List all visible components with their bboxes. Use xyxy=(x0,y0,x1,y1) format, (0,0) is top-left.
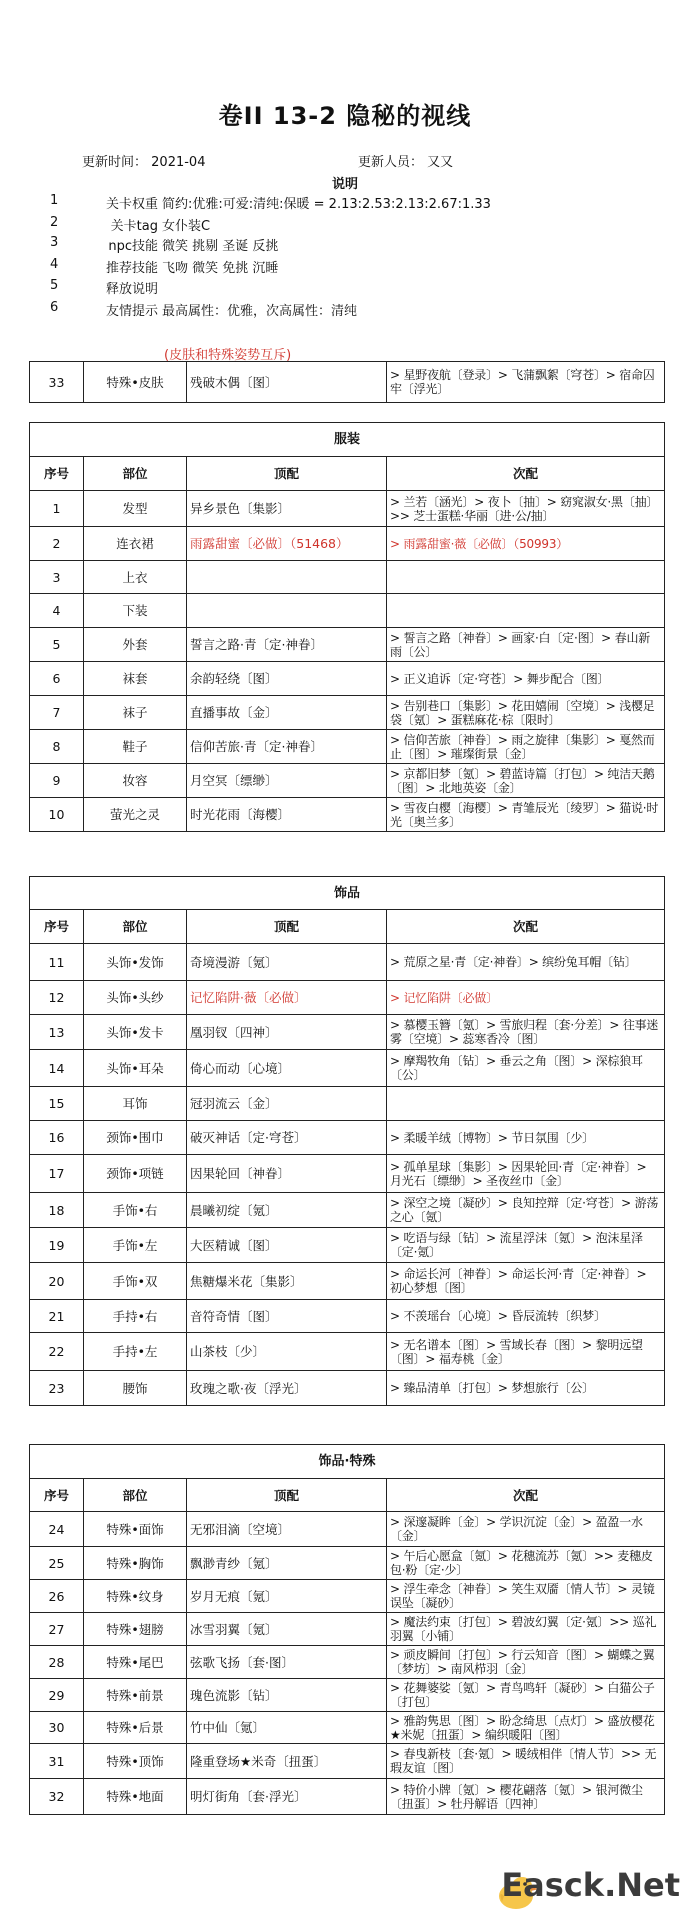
row-main: 晨曦初绽〔氪〕 xyxy=(187,1193,387,1228)
row-sub: > 浮生牵念〔神眷〕> 笑生双靥〔情人节〕> 灵镜误坠〔凝砂〕 xyxy=(387,1580,665,1613)
row-main: 焦糖爆米花〔集影〕 xyxy=(187,1263,387,1300)
row-number: 2 xyxy=(30,527,84,561)
row-slot: 颈饰•围巾 xyxy=(84,1121,187,1155)
row-slot: 头饰•头纱 xyxy=(84,981,187,1015)
table-row xyxy=(30,1646,665,1679)
header-number: 序号 xyxy=(30,910,84,944)
section-table xyxy=(29,1444,665,1815)
row-number: 25 xyxy=(30,1547,84,1580)
row-main: 明灯街角〔套·浮光〕 xyxy=(187,1779,387,1815)
table-row xyxy=(30,1228,665,1263)
info-value: 微笑 挑剔 圣诞 反挑 xyxy=(162,239,279,254)
row-main: 隆重登场★米奇〔扭蛋〕 xyxy=(187,1744,387,1779)
header-main: 顶配 xyxy=(187,910,387,944)
row-main: 岁月无痕〔氪〕 xyxy=(187,1580,387,1613)
section-table xyxy=(29,876,665,1406)
header-slot: 部位 xyxy=(84,910,187,944)
row-sub: > 吃语与绿〔钻〕> 流星浮沫〔氪〕> 泡沫星泽〔定·氪〕 xyxy=(387,1228,665,1263)
row-main xyxy=(187,594,387,628)
row-number: 29 xyxy=(30,1679,84,1712)
row-number: 10 xyxy=(30,798,84,832)
row-number: 17 xyxy=(30,1155,84,1193)
table-row xyxy=(30,1333,665,1371)
row-slot: 手饰•双 xyxy=(84,1263,187,1300)
table-row xyxy=(30,798,665,832)
row-slot: 鞋子 xyxy=(84,730,187,764)
exclusion-note: (皮肤和特殊姿势互斥) xyxy=(164,348,292,363)
table-row xyxy=(30,362,665,403)
section-title: 饰品 xyxy=(30,877,665,910)
row-slot: 萤光之灵 xyxy=(84,798,187,832)
info-label: 推荐技能 xyxy=(105,261,158,276)
table-row xyxy=(30,764,665,798)
table-row xyxy=(30,981,665,1015)
info-number: 1 xyxy=(50,193,59,208)
row-number: 9 xyxy=(30,764,84,798)
row-slot: 腰饰 xyxy=(84,1371,187,1406)
row-number: 13 xyxy=(30,1015,84,1050)
table-row xyxy=(30,1300,665,1333)
table-row xyxy=(30,1613,665,1646)
row-sub: > 星野夜航〔登录〕> 飞蒲飘絮〔穹苍〕> 宿命囚牢〔浮光〕 xyxy=(387,362,665,403)
row-sub: > 孤单星球〔集影〕> 因果轮回·青〔定·神眷〕> 月光石〔缥缈〕> 圣夜丝巾〔金〕 xyxy=(387,1155,665,1193)
row-sub: > 记忆陷阱〔必做〕 xyxy=(387,981,665,1015)
row-slot: 特殊•翅膀 xyxy=(84,1613,187,1646)
info-value: 女仆装C xyxy=(162,219,211,234)
info-label: 关卡权重 xyxy=(105,197,158,212)
row-slot: 头饰•发饰 xyxy=(84,944,187,981)
header-number: 序号 xyxy=(30,457,84,491)
table-row xyxy=(30,1050,665,1087)
row-sub xyxy=(387,561,665,594)
page-title: 卷II 13-2 隐秘的视线 xyxy=(218,102,472,130)
table-row xyxy=(30,696,665,730)
row-main: 信仰苦旅·青〔定·神眷〕 xyxy=(187,730,387,764)
row-main: 破灭神话〔定·穹苍〕 xyxy=(187,1121,387,1155)
row-sub: > 不羡瑶台〔心境〕> 昏辰流转〔织梦〕 xyxy=(387,1300,665,1333)
info-number: 2 xyxy=(50,215,59,230)
row-slot: 颈饰•项链 xyxy=(84,1155,187,1193)
row-sub xyxy=(387,594,665,628)
row-sub: > 特价小牌〔氪〕> 樱花翩落〔氪〕> 银河微尘〔扭蛋〕> 牡丹解语〔四神〕 xyxy=(387,1779,665,1815)
row-main: 山茶枝〔少〕 xyxy=(187,1333,387,1371)
row-number: 24 xyxy=(30,1512,84,1547)
row-slot: 下装 xyxy=(84,594,187,628)
info-number: 4 xyxy=(50,257,59,272)
row-main: 玫瑰之歌·夜〔浮光〕 xyxy=(187,1371,387,1406)
row-sub: > 京都旧梦〔氪〕> 碧蓝诗篇〔打包〕> 纯洁天鹅〔图〕> 北地英姿〔金〕 xyxy=(387,764,665,798)
info-number: 6 xyxy=(50,300,59,315)
table-row xyxy=(30,1779,665,1815)
row-main: 因果轮回〔神眷〕 xyxy=(187,1155,387,1193)
row-slot: 特殊•前景 xyxy=(84,1679,187,1712)
row-main: 冠羽流云〔金〕 xyxy=(187,1087,387,1121)
row-slot: 妆容 xyxy=(84,764,187,798)
row-sub: > 命运长河〔神眷〕> 命运长河·青〔定·神眷〕> 初心梦想〔图〕 xyxy=(387,1263,665,1300)
row-slot: 特殊•皮肤 xyxy=(84,362,187,403)
row-number: 1 xyxy=(30,491,84,527)
row-sub: > 兰若〔涵光〕> 夜卜〔抽〕> 窈窕淑女·黑〔抽〕>> 芝士蛋糕·华丽〔进·公/抽〕 xyxy=(387,491,665,527)
row-sub: > 荒原之星·青〔定·神眷〕> 缤纷兔耳帽〔钻〕 xyxy=(387,944,665,981)
row-sub: > 信仰苦旅〔神眷〕> 雨之旋律〔集影〕> 戛然而止〔图〕> 璀璨街景〔金〕 xyxy=(387,730,665,764)
row-main: 时光花雨〔海樱〕 xyxy=(187,798,387,832)
row-sub: > 雅韵隽思〔图〕> 盼念绮思〔点灯〕> 盛放樱花★米妮〔扭蛋〕> 编织暖阳〔图〕 xyxy=(387,1712,665,1744)
row-slot: 特殊•顶饰 xyxy=(84,1744,187,1779)
row-sub xyxy=(387,1087,665,1121)
row-number: 19 xyxy=(30,1228,84,1263)
row-number: 30 xyxy=(30,1712,84,1744)
info-value: 最高属性：优雅，次高属性：清纯 xyxy=(162,304,358,319)
row-slot: 发型 xyxy=(84,491,187,527)
row-number: 4 xyxy=(30,594,84,628)
table-row xyxy=(30,628,665,662)
watermark xyxy=(470,1856,690,1926)
header-main: 顶配 xyxy=(187,457,387,491)
row-main: 大医精诚〔图〕 xyxy=(187,1228,387,1263)
table-row xyxy=(30,1121,665,1155)
header-sub: 次配 xyxy=(387,1479,665,1512)
row-number: 6 xyxy=(30,662,84,696)
table-row xyxy=(30,1580,665,1613)
row-number: 31 xyxy=(30,1744,84,1779)
row-number: 33 xyxy=(30,362,84,403)
table-row xyxy=(30,1193,665,1228)
row-main: 月空冥〔缥缈〕 xyxy=(187,764,387,798)
row-sub: > 誓言之路〔神眷〕> 画家·白〔定·图〕> 春山新雨〔公〕 xyxy=(387,628,665,662)
section-table xyxy=(29,422,665,832)
header-slot: 部位 xyxy=(84,457,187,491)
row-sub: > 慕樱玉簪〔氪〕> 雪旅归程〔套·分差〕> 往事迷雾〔空境〕> 蕊寒香冷〔图〕 xyxy=(387,1015,665,1050)
row-number: 8 xyxy=(30,730,84,764)
row-number: 18 xyxy=(30,1193,84,1228)
row-slot: 特殊•胸饰 xyxy=(84,1547,187,1580)
row-slot: 特殊•纹身 xyxy=(84,1580,187,1613)
row-main: 凰羽钗〔四神〕 xyxy=(187,1015,387,1050)
table-row xyxy=(30,1263,665,1300)
table-row xyxy=(30,944,665,981)
row-number: 15 xyxy=(30,1087,84,1121)
row-sub: > 深邃凝眸〔金〕> 学识沉淀〔金〕> 盈盈一水〔金〕 xyxy=(387,1512,665,1547)
row-main: 弦歌飞扬〔套·图〕 xyxy=(187,1646,387,1679)
row-slot: 特殊•面饰 xyxy=(84,1512,187,1547)
row-sub: > 魔法约束〔打包〕> 碧波幻翼〔定·氪〕>> 巡礼羽翼〔小铺〕 xyxy=(387,1613,665,1646)
table-row xyxy=(30,730,665,764)
row-sub: > 告别巷口〔集影〕> 花田嬉闹〔空境〕> 浅樱足袋〔氪〕> 蛋糕麻花·棕〔限时〕 xyxy=(387,696,665,730)
table-row xyxy=(30,1155,665,1193)
update-time-label: 更新时间： xyxy=(82,155,148,170)
row-sub: > 无名谱本〔图〕> 雪域长春〔图〕> 黎明远望〔图〕> 福寿桃〔金〕 xyxy=(387,1333,665,1371)
row-main: 雨露甜蜜〔必做〕（51468） xyxy=(187,527,387,561)
table-row xyxy=(30,594,665,628)
table-row xyxy=(30,1712,665,1744)
header-row xyxy=(30,457,665,491)
section-title-row xyxy=(30,423,665,457)
row-main: 音符奇情〔图〕 xyxy=(187,1300,387,1333)
row-main: 残破木偶〔图〕 xyxy=(187,362,387,403)
row-number: 27 xyxy=(30,1613,84,1646)
row-sub: > 雨露甜蜜·薇〔必做〕（50993） xyxy=(387,527,665,561)
skin-table xyxy=(29,361,665,403)
row-number: 22 xyxy=(30,1333,84,1371)
row-main: 无邪泪滴〔空境〕 xyxy=(187,1512,387,1547)
row-slot: 袜子 xyxy=(84,696,187,730)
header-number: 序号 xyxy=(30,1479,84,1512)
row-number: 23 xyxy=(30,1371,84,1406)
row-slot: 袜套 xyxy=(84,662,187,696)
row-slot: 手持•右 xyxy=(84,1300,187,1333)
header-row xyxy=(30,1479,665,1512)
row-sub: > 正义追诉〔定·穹苍〕> 舞步配合〔图〕 xyxy=(387,662,665,696)
explain-heading: 说明 xyxy=(331,177,358,192)
info-value: 飞吻 微笑 免挑 沉睡 xyxy=(162,261,279,276)
table-row xyxy=(30,1744,665,1779)
info-label: npc技能 xyxy=(108,239,158,254)
table-row xyxy=(30,1512,665,1547)
info-number: 3 xyxy=(50,235,59,250)
row-number: 7 xyxy=(30,696,84,730)
table-row xyxy=(30,662,665,696)
row-sub: > 深空之境〔凝砂〕> 良知控辩〔定·穹苍〕> 游荡之心〔氪〕 xyxy=(387,1193,665,1228)
row-slot: 上衣 xyxy=(84,561,187,594)
row-main: 倚心而动〔心境〕 xyxy=(187,1050,387,1087)
row-sub: > 臻品清单〔打包〕> 梦想旅行〔公〕 xyxy=(387,1371,665,1406)
header-slot: 部位 xyxy=(84,1479,187,1512)
row-sub: > 柔暖羊绒〔博物〕> 节日氛围〔少〕 xyxy=(387,1121,665,1155)
row-slot: 特殊•尾巴 xyxy=(84,1646,187,1679)
row-main: 直播事故〔金〕 xyxy=(187,696,387,730)
row-number: 20 xyxy=(30,1263,84,1300)
row-main: 瑰色流影〔钻〕 xyxy=(187,1679,387,1712)
update-time-value: 2021-04 xyxy=(151,155,206,170)
row-number: 26 xyxy=(30,1580,84,1613)
row-slot: 特殊•地面 xyxy=(84,1779,187,1815)
row-number: 3 xyxy=(30,561,84,594)
row-number: 5 xyxy=(30,628,84,662)
updater-label: 更新人员： xyxy=(358,155,424,170)
row-sub: > 顽皮瞬间〔打包〕> 行云知音〔图〕> 蝴蝶之翼〔梦坊〕> 南风栉羽〔金〕 xyxy=(387,1646,665,1679)
row-number: 14 xyxy=(30,1050,84,1087)
row-main: 余韵轻绕〔图〕 xyxy=(187,662,387,696)
row-main: 奇境漫游〔氪〕 xyxy=(187,944,387,981)
row-main: 飘渺青纱〔氪〕 xyxy=(187,1547,387,1580)
row-number: 16 xyxy=(30,1121,84,1155)
table-row xyxy=(30,1015,665,1050)
row-slot: 连衣裙 xyxy=(84,527,187,561)
header-sub: 次配 xyxy=(387,457,665,491)
watermark-text: Easck.Net xyxy=(501,1866,680,1904)
row-number: 12 xyxy=(30,981,84,1015)
row-main: 冰雪羽翼〔氪〕 xyxy=(187,1613,387,1646)
table-row xyxy=(30,1679,665,1712)
info-label: 释放说明 xyxy=(105,282,158,297)
header-main: 顶配 xyxy=(187,1479,387,1512)
updater xyxy=(358,151,453,170)
table-row xyxy=(30,491,665,527)
row-main xyxy=(187,561,387,594)
row-slot: 头饰•耳朵 xyxy=(84,1050,187,1087)
row-slot: 特殊•后景 xyxy=(84,1712,187,1744)
table-row xyxy=(30,1547,665,1580)
section-title-row xyxy=(30,1445,665,1479)
header-sub: 次配 xyxy=(387,910,665,944)
row-number: 21 xyxy=(30,1300,84,1333)
row-sub: > 摩羯牧角〔钻〕> 垂云之角〔图〕> 深棕狼耳〔公〕 xyxy=(387,1050,665,1087)
section-title: 服装 xyxy=(30,423,665,457)
section-title: 饰品·特殊 xyxy=(30,1445,665,1479)
row-sub: > 春曳新枝〔套·氪〕> 暖绒相伴〔情人节〕>> 无瑕友谊〔图〕 xyxy=(387,1744,665,1779)
row-number: 32 xyxy=(30,1779,84,1815)
row-main: 竹中仙〔氪〕 xyxy=(187,1712,387,1744)
update-time xyxy=(82,151,205,170)
row-sub: > 花舞婆娑〔氪〕> 青鸟鸣轩〔凝砂〕> 白猫公子〔打包〕 xyxy=(387,1679,665,1712)
row-main: 异乡景色〔集影〕 xyxy=(187,491,387,527)
section-title-row xyxy=(30,877,665,910)
updater-value: 又又 xyxy=(427,155,454,170)
table-row xyxy=(30,527,665,561)
row-slot: 手持•左 xyxy=(84,1333,187,1371)
table-row xyxy=(30,1087,665,1121)
row-slot: 外套 xyxy=(84,628,187,662)
info-label: 友情提示 xyxy=(105,304,158,319)
row-slot: 耳饰 xyxy=(84,1087,187,1121)
row-slot: 手饰•右 xyxy=(84,1193,187,1228)
row-main: 记忆陷阱·薇〔必做〕 xyxy=(187,981,387,1015)
table-row xyxy=(30,561,665,594)
row-sub: > 雪夜白樱〔海樱〕> 青雏辰光〔绫罗〕> 猫说·时光〔奥兰多〕 xyxy=(387,798,665,832)
row-number: 28 xyxy=(30,1646,84,1679)
row-slot: 头饰•发卡 xyxy=(84,1015,187,1050)
row-main: 誓言之路·青〔定·神眷〕 xyxy=(187,628,387,662)
table-row xyxy=(30,1371,665,1406)
row-sub: > 午后心愿盒〔氪〕> 花穗流苏〔氪〕>> 麦穗皮包·粉〔定·少〕 xyxy=(387,1547,665,1580)
info-number: 5 xyxy=(50,278,59,293)
info-label: 关卡tag xyxy=(110,219,158,234)
header-row xyxy=(30,910,665,944)
row-number: 11 xyxy=(30,944,84,981)
row-slot: 手饰•左 xyxy=(84,1228,187,1263)
info-value: 简约:优雅:可爱:清纯:保暖 = 2.13:2.53:2.13:2.67:1.33 xyxy=(162,197,491,212)
